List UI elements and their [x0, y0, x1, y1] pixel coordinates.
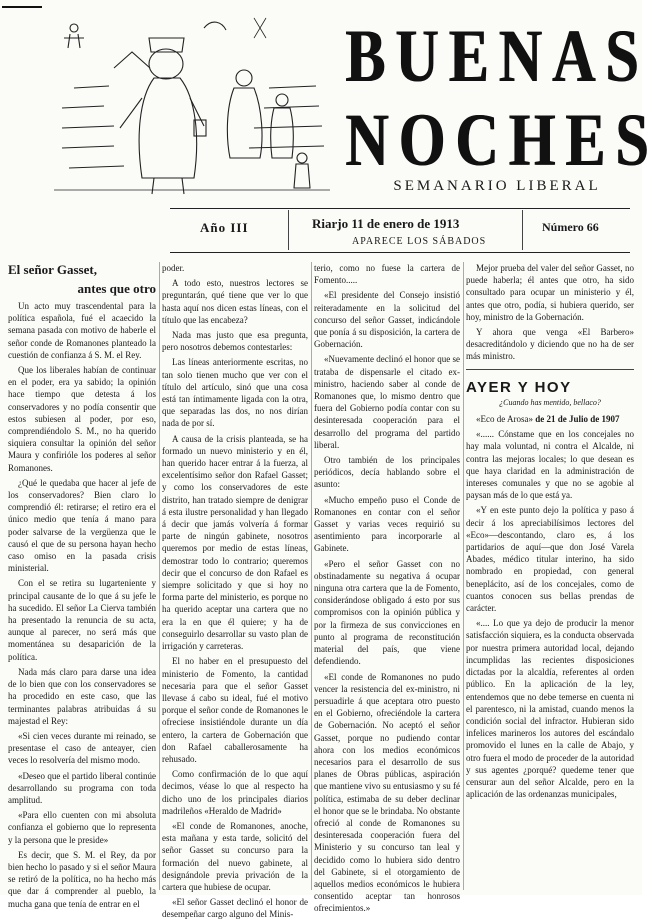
paragraph: «...... Cónstame que en los concejales no hay mala voluntad, ni contra el Alcalde, ni contra las mejoras locales; lo que desean es que haya claridad en la administración de intereses comunales y que no se agobie al paysan más de lo que está ya. — [466, 429, 634, 501]
paragraph: Con el se retira su lugarteniente y principal causante de lo que á su jefe le ha sucedido. El señor La Cierva también ha presentado la renuncia de su acta, aunque al parecer, no será más que momentánea su desaparición de la política. — [8, 578, 156, 662]
paragraph: Un acto muy trascendental para la política española, fué el acaecido la semana pasada con motivo de haberle el señor conde de Romanones planteado la cuestión de confianza á S. M. el Rey. — [8, 301, 156, 360]
paragraph: Y ahora que venga «El Barbero» desacreditándolo y diciendo que no ha de ser más ministro. — [466, 327, 634, 362]
section-kicker: ¿Cuando has mentido, bellaco? — [499, 397, 601, 407]
column-3 — [314, 262, 460, 914]
paragraph: Es decir, que S. M. el Rey, da por bien hecho lo pasado y si el señor Maura se retiró de la política, no ha hecho más que dar á comprender al pueblo, la mucha gana que tenía de entrar en el — [8, 849, 156, 909]
paragraph: Las líneas anteriormente escritas, no tan solo tienen mucho que ver con el título del artículo, sinó que una cosa está tan íntimamente ligada con la otra, que separadas las dos, no nos dirían nada de por sí. — [162, 357, 308, 429]
paragraph: «Y en este punto dejo la política y paso á decir á los apreciabilísimos lectores del «Eco»—descontando, claro es, á los partidarios de aquí—que don José Varela Abades, médico titular interino, ha sido nombrado en propiedad, con general beneplácito, así de los concejales, como de cuantos conocen sus bellas prendas de carácter. — [466, 505, 634, 614]
section-title: AYER Y HOY — [466, 378, 572, 396]
column-rule — [311, 262, 312, 890]
info-bar-divider — [288, 210, 289, 250]
paragraph: «Pero el señor Gasset con no obstinadamente su negativa á ocupar ninguna otra cartera que la de Fomento, considerándose obligado á esto por sus compromisos con la opinión pública y por la firmeza de sus convicciones en punto al programa de reconstitución material del país, que viene defendiendo. — [314, 558, 460, 667]
column-rule — [159, 262, 160, 890]
paragraph: «.... Lo que ya dejo de producir la menor satisfacción siquiera, es la conducta observada por nuestra primera autoridad local, dejando incumplidas las recientes disposiciones dictadas por la alcaldía, referentes al orden público. En la aplicación de la ley, entendemos que no debe temerse en cuenta ni el parentesco, ni la amistad, cuando menos la condición social del infractor. Hubieran sido infelices marineros los autores del escándalo promovido el lunes en la calle de Abajo, y otro fuera el modo de proceder de la autoridad y sus agentes ¿porqué? quedeme tener que censurar aun del señor Alcalde, pero en la aplicación de las ordenanzas municipales, — [466, 618, 634, 800]
paragraph: «Deseo que el partido liberal continúe desarrollando su programa con toda amplitud. — [8, 770, 156, 805]
corner-rule — [2, 6, 42, 8]
issue-info-bar — [170, 208, 630, 254]
issue-publication-days: APARECE LOS SÁBADOS — [352, 236, 487, 247]
paragraph: Nada más claro para darse una idea de lo bien que con los conservadores se ha procedido en este caso, que las terminantes palabras atribuidas á su majestad el Rey: — [8, 666, 156, 726]
paragraph: A causa de la crisis planteada, se ha formado un nuevo ministerio y en él, han querido hacer entrar á la fuerza, al excelentísimo señor don Rafael Gasset; y como los conservadores de este distrito, han tratado siempre de denigrar á esta ilustre personalidad y han llegado á decir que jamás volvería á formar parte de ningún gabinete, nosotros queremos por medio de estas líneas, demostrar todo lo contrario; queremos decir que el concurso de don Rafael es siempre solicitado y que si hoy no forma parte del ministerio, es porque no ha querido aceptar una cartera que no era la en que él quiere; y ha de conseguirlo desarrollar su vasto plan de irrigación y carreteras. — [162, 433, 308, 652]
issue-number: Número 66 — [542, 220, 599, 234]
paragraph: Otro también de los principales periódicos, decía hablando sobre el asunto: — [314, 455, 460, 490]
section-divider — [466, 369, 634, 370]
masthead-title-line1: BUENAS — [345, 14, 649, 97]
info-bar-top-rule — [170, 208, 630, 209]
paragraph: «El presidente del Consejo insistió reiteradamente en la solicitud del concurso del señor Gasset, indicándole que ponía á su disposición, la cartera de Gobernación. — [314, 290, 460, 350]
cartoon-illustration — [54, 8, 330, 198]
paragraph: Mejor prueba del valer del señor Gasset, no puede haberla; él antes que otro, ha sido consultado para ocupar un ministerio y él, antes que otro, podía, si hubiera querido, ser hoy, ministro de la Gobernación. — [466, 263, 634, 322]
issue-year: Año III — [200, 220, 249, 235]
source-date: de 21 de Julio de 1907 — [535, 414, 620, 425]
info-bar-divider — [522, 210, 523, 250]
paragraph: Nada mas justo que esa pregunta, pero nosotros debemos contestarles: — [162, 330, 308, 353]
paragraph: poder. — [162, 263, 185, 273]
paragraph: Que los liberales habían de continuar en el poder, era ya sabido; la opinión hace tiempo que detesta á los conservadores y no podía consentir que estos subiesen al poder, por eso, comprendiéndolo S. M., no ha querido siquiera consultar la opinión del señor Maura y confirióle los poderes al señor Romanones. — [8, 365, 156, 473]
article-title-line2: antes que otro — [77, 281, 156, 296]
issue-dateline: Riarjo 11 de enero de 1913 — [312, 216, 460, 231]
paragraph: terio, como no fuese la cartera de Fomento..... — [314, 263, 460, 286]
paragraph: «Mucho empeño puso el Conde de Romanones en contar con el señor Gasset y varias veces requirió su asentimiento para incorporarle al Gabinete. — [314, 494, 460, 554]
source-label: «Eco de Arosa» — [476, 414, 533, 425]
column-1 — [8, 262, 156, 909]
paragraph: «Si cien veces durante mi reinado, se presentase el caso de anteayer, cien veces lo resolvería del mismo modo. — [8, 730, 156, 766]
paragraph: «Para ello cuenten con mi absoluta confianza el gobierno que lo representa y la persona que le preside» — [8, 810, 156, 845]
article-title: El señor Gasset, — [8, 262, 97, 277]
masthead-subtitle: SEMANARIO LIBERAL — [393, 178, 601, 194]
paragraph: «El conde de Romanones, anoche, esta mañana y esta tarde, solicitó del señor Gasset su concurso para la formación del nuevo gabinete, al designándole previa privación de la cartera que hubiese de ocupar. — [162, 820, 308, 892]
info-bar-bottom-rule — [170, 252, 630, 253]
column-4 — [466, 262, 634, 890]
masthead — [345, 12, 658, 181]
paragraph: «El conde de Romanones no pudo vencer la resistencia del ex-ministro, ni persuadirle á que aceptara otro puesto en el Gobierno, ofreciéndole la cartera de Gobernación. No aceptó el señor Gasset, porque no pudiendo contar ahora con los medios económicos necesarios para el desarrollo de sus planes de Obras públicas, aspiración que mantiene vivo su entusiasmo y su fé política, estimaba de su deber declinar el honor que se le brindaba. No obstante ofreció al conde de Romanones su desinteresada cooperación fuera del Ministerio y su concurso tan leal y decidido como lo hubiera sido dentro del Gabinete, si el otorgamiento de aquellos medios económicos le hubiera consentido aceptar tan honrosos ofrecimientos.» — [314, 671, 460, 914]
paragraph: ¿Qué le quedaba que hacer al jefe de los conservadores? Bien claro lo comprendió él: retirarse; el retiro era el único medio que tenía á mano para poder salvarse de la vergüenza que le causó el que de su persona hayan hecho caso omiso en la pasada crisis ministerial. — [8, 477, 156, 574]
column-2 — [162, 262, 308, 920]
paragraph: «Nuevamente declinó el honor que se trataba de dispensarle el citado ex-ministro, haciendo saber al conde de Romanones que, lo mismo dentro que fuera del Gobierno podía contar con su desinteresada cooperación para el desarrollo del programa del partido liberal. — [314, 354, 460, 450]
paragraph: «El señor Gasset declinó el honor de desempeñar cargo alguno del Minis- — [162, 897, 308, 920]
source-line — [466, 413, 634, 425]
paragraph: Como confirmación de lo que aquí decimos, véase lo que al respecto ha dicho uno de los principales diarios madrileños «Heraldo de Madrid» — [162, 769, 308, 816]
paragraph: El no haber en el presupuesto del ministerio de Fomento, la cantidad necesaria para que el señor Gasset llevase á cabo su ideal, fué el motivo porque el señor conde de Romanones le ofreciese insistiéndole durante un día entero, la cartera de Gobernación que don Rafael caballerosamente ha rehusado. — [162, 656, 308, 764]
masthead-title-line2: NOCHES — [345, 98, 658, 181]
column-rule — [463, 262, 464, 890]
paragraph: A todo esto, nuestros lectores se preguntarán, qué tiene que ver lo que hasta aquí nos dicen estas líneas, con el título que las encabeza? — [162, 278, 308, 325]
